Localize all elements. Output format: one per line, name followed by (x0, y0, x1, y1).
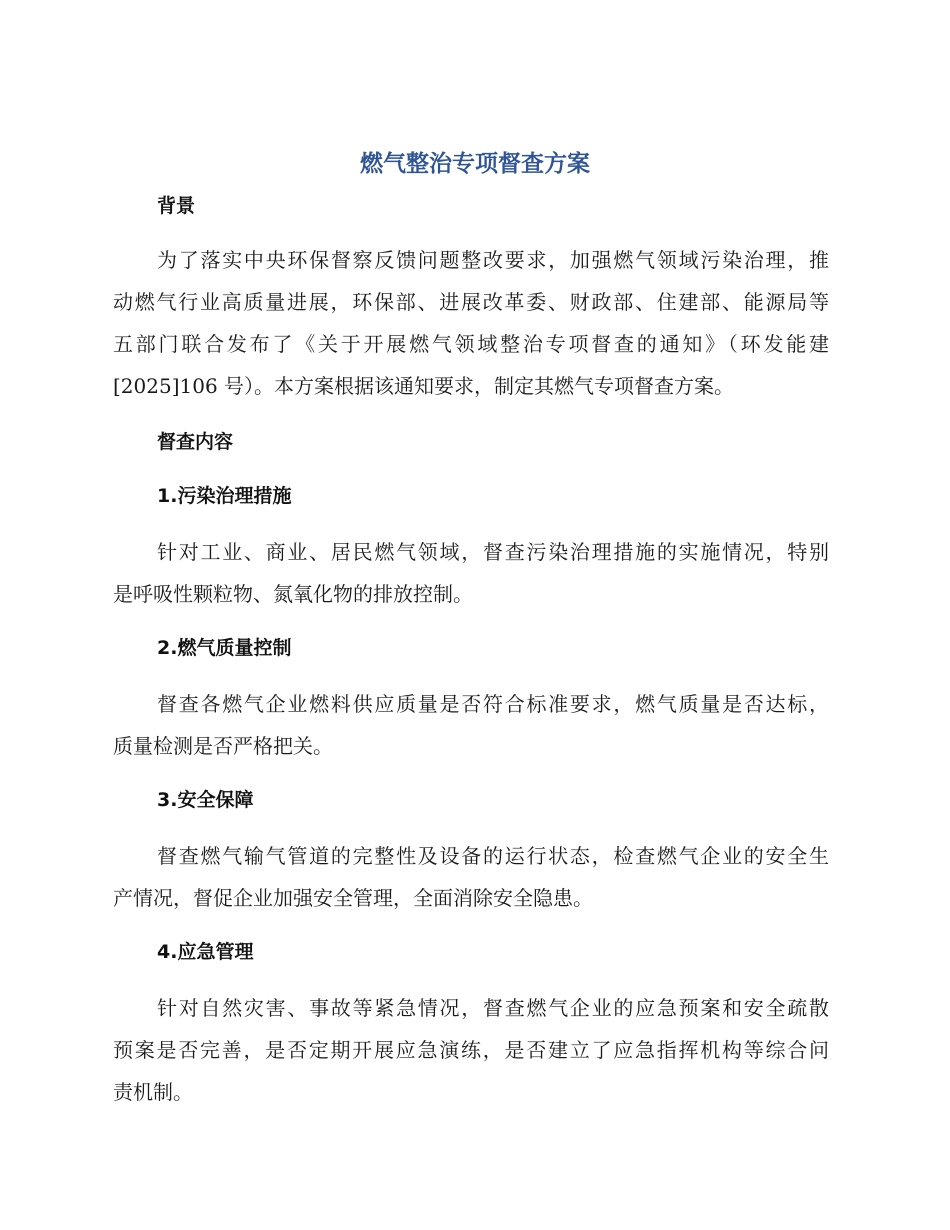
paragraph-line: 督查燃气输气管道的完整性及设备的运行状态，检查燃气企业的安全生 (157, 844, 829, 868)
paragraph-item-2 (113, 683, 829, 767)
paragraph-line: 责机制。 (113, 1080, 193, 1104)
paragraph-line: 预案是否完善，是否定期开展应急演练，是否建立了应急指挥机构等综合问 (113, 1038, 829, 1062)
document-title: 燃气整治专项督查方案 (360, 151, 590, 177)
paragraph-item-4 (113, 987, 829, 1113)
paragraph-item-3 (113, 835, 829, 919)
item-heading-2: 2.燃气质量控制 (157, 637, 292, 659)
item-heading-3: 3.安全保障 (157, 789, 254, 811)
paragraph-item-1 (113, 531, 829, 615)
paragraph-line: 针对自然灾害、事故等紧急情况，督查燃气企业的应急预案和安全疏散 (157, 996, 829, 1020)
section-heading-background: 背景 (157, 195, 196, 217)
paragraph-line: [2025]106 号）。本方案根据该通知要求，制定其燃气专项督查方案。 (113, 374, 735, 398)
paragraph-line: 为了落实中央环保督察反馈问题整改要求，加强燃气领域污染治理，推 (157, 248, 829, 272)
paragraph-line: 质量检测是否严格把关。 (113, 734, 333, 758)
item-heading-1: 1.污染治理措施 (157, 485, 292, 507)
item-heading-4: 4.应急管理 (157, 941, 254, 963)
section-heading-content: 督查内容 (157, 431, 234, 453)
paragraph-line: 五部门联合发布了《关于开展燃气领域整治专项督查的通知》（环发能建 (113, 332, 829, 356)
paragraph-line: 督查各燃气企业燃料供应质量是否符合标准要求，燃气质量是否达标， (157, 692, 829, 716)
paragraph-line: 产情况，督促企业加强安全管理，全面消除安全隐患。 (113, 886, 593, 910)
paragraph-line: 是呼吸性颗粒物、氮氧化物的排放控制。 (113, 582, 473, 606)
paragraph-line: 针对工业、商业、居民燃气领域，督查污染治理措施的实施情况，特别 (157, 540, 829, 564)
paragraph-background (113, 239, 829, 407)
paragraph-line: 动燃气行业高质量进展，环保部、进展改革委、财政部、住建部、能源局等 (113, 290, 829, 314)
